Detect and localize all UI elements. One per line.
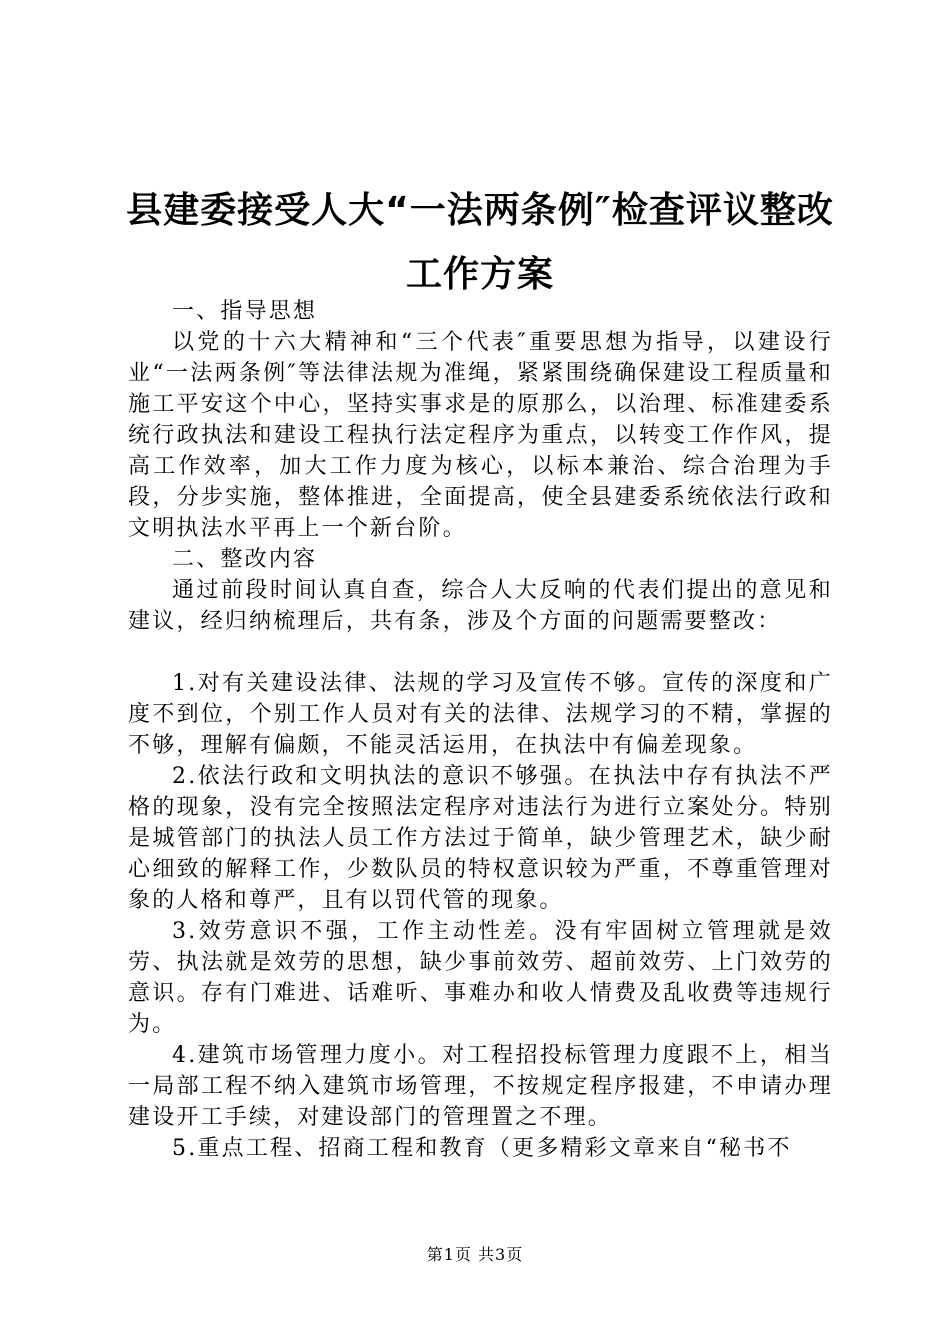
section1-heading: 一、指导思想 [172, 299, 318, 324]
list-item: 3.效劳意识不强，工作主动性差。没有牢固树立管理就是效劳、执法就是效劳的思想，缺少事前效劳、超前效劳、上门效劳的意识。存有门难进、话难听、事难办和收人情费及乱收费等违规行为。 [128, 919, 833, 1037]
section2-heading: 二、整改内容 [172, 547, 318, 572]
list-item: 4.建筑市场管理力度小。对工程招投标管理力度跟不上，相当一局部工程不纳入建筑市场管理，不按规定程序报建，不申请办理建设开工手续，对建设部门的管理置之不理。 [128, 1043, 833, 1130]
page-indicator: 第1页 共3页 [426, 1245, 524, 1264]
section1-paragraph: 以党的十六大精神和“三个代表″重要思想为指导，以建设行业“一法两条例″等法律法规为准绳，紧紧围绕确保建设工程质量和施工平安这个中心，坚持实事求是的原那么，以治理、标准建委系统行政执法和建设工程执行法定程序为重点，以转变工作作风，提高工作效率，加大工作力度为核心，以标本兼治、综合治理为手段，分步实施，整体推进，全面提高，使全县建委系统依法行政和文明执法水平再上一个新台阶。 [128, 330, 833, 541]
list-item: 2.依法行政和文明执法的意识不够强。在执法中存有执法不严格的现象，没有完全按照法定程序对违法行为进行立案处分。特别是城管部门的执法人员工作方法过于简单，缺少管理艺术，缺少耐心细致的解释工作，少数队员的特权意识较为严重，不尊重管理对象的人格和尊严，且有以罚代管的现象。 [128, 764, 833, 913]
list-item: 1.对有关建设法律、法规的学习及宣传不够。宣传的深度和广度不到位，个别工作人员对有关的法律、法规学习的不精，掌握的不够，理解有偏颇，不能灵活运用，在执法中有偏差现象。 [128, 671, 833, 758]
document-title-line1: 县建委接受人大“一法两条例″检查评议整改 [126, 190, 834, 231]
document-body [128, 296, 833, 1164]
list-item: 5.重点工程、招商工程和教育（更多精彩文章来自“秘书不 [172, 1136, 792, 1161]
document-title-line2: 工作方案 [405, 254, 554, 295]
section2-intro: 通过前段时间认真自查，综合人大反响的代表们提出的意见和建议，经归纳梳理后，共有条，涉及个方面的问题需要整改： [128, 578, 833, 634]
